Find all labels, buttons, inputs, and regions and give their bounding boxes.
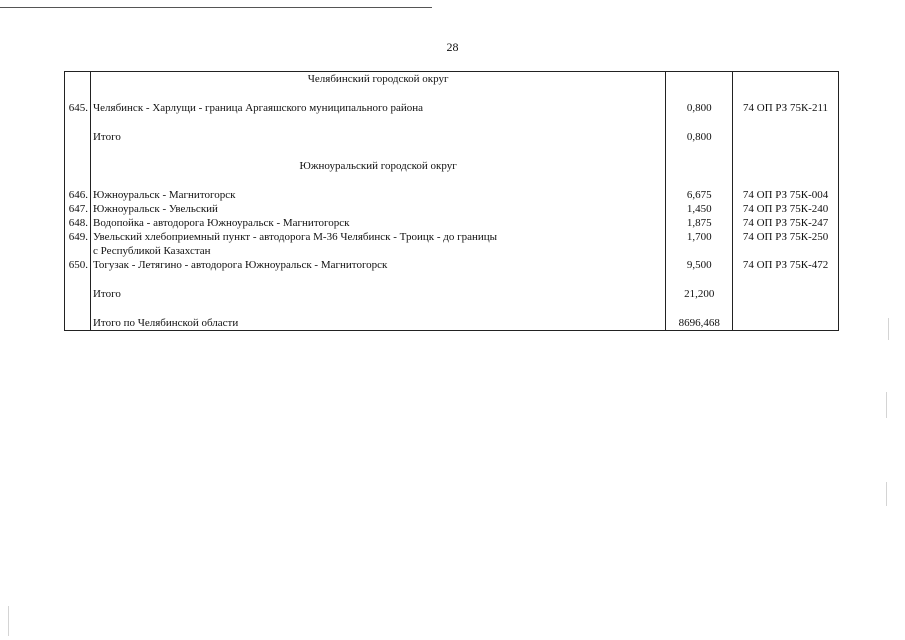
road-code: 74 ОП РЗ 75К-211 (733, 101, 839, 115)
page-number: 28 (446, 40, 459, 54)
grand-total-row (65, 316, 839, 331)
road-length: 6,675 (666, 188, 733, 202)
road-name: Водопойка - автодорога Южноуральск - Магнитогорск (90, 216, 665, 230)
scan-artifact (886, 392, 887, 418)
row-number: 648. (65, 216, 91, 230)
subtotal-label: Итого (90, 130, 665, 144)
table-row (65, 188, 839, 202)
table-row (65, 230, 839, 258)
row-number: 645. (65, 101, 91, 115)
road-length: 1,450 (666, 202, 733, 216)
table-row (65, 258, 839, 272)
scan-artifact (886, 482, 887, 506)
road-code: 74 ОП РЗ 75К-004 (733, 188, 839, 202)
road-code: 74 ОП РЗ 75К-250 (733, 230, 839, 258)
road-length: 9,500 (666, 258, 733, 272)
subtotal-value: 0,800 (666, 130, 733, 144)
road-name: Южноуральск - Увельский (90, 202, 665, 216)
scan-artifact (888, 318, 889, 340)
road-length: 1,875 (666, 216, 733, 230)
road-name: Челябинск - Харлущи - граница Аргаяшского муниципального района (90, 101, 665, 115)
page-top-rule (0, 7, 432, 8)
road-name (90, 230, 665, 258)
roads-table (64, 71, 839, 331)
road-name: Тогузак - Летягино - автодорога Южноуральск - Магнитогорск (90, 258, 665, 272)
row-number: 646. (65, 188, 91, 202)
row-number: 650. (65, 258, 91, 272)
section-header-row (65, 72, 839, 87)
road-length: 1,700 (666, 230, 733, 258)
section-header-row (65, 159, 839, 173)
subtotal-row (65, 130, 839, 144)
road-name: Южноуральск - Магнитогорск (90, 188, 665, 202)
road-name-line-1: Увельский хлебоприемный пункт - автодорога М-36 Челябинск - Троицк - до границы (92, 231, 498, 243)
road-code: 74 ОП РЗ 75К-247 (733, 216, 839, 230)
road-code: 74 ОП РЗ 75К-472 (733, 258, 839, 272)
subtotal-label: Итого (90, 287, 665, 301)
row-number: 649. (65, 230, 91, 258)
table-row (65, 202, 839, 216)
grand-total-value: 8696,468 (666, 316, 733, 331)
scan-artifact (8, 606, 9, 636)
road-code: 74 ОП РЗ 75К-240 (733, 202, 839, 216)
section-title: Челябинский городской округ (90, 72, 665, 87)
section-title: Южноуральский городской округ (90, 159, 665, 173)
subtotal-row (65, 287, 839, 301)
road-length: 0,800 (666, 101, 733, 115)
grand-total-label: Итого по Челябинской области (90, 316, 665, 331)
road-name-line-2: с Республикой Казахстан (92, 245, 211, 257)
table-row (65, 216, 839, 230)
row-number: 647. (65, 202, 91, 216)
table-row (65, 101, 839, 115)
subtotal-value: 21,200 (666, 287, 733, 301)
